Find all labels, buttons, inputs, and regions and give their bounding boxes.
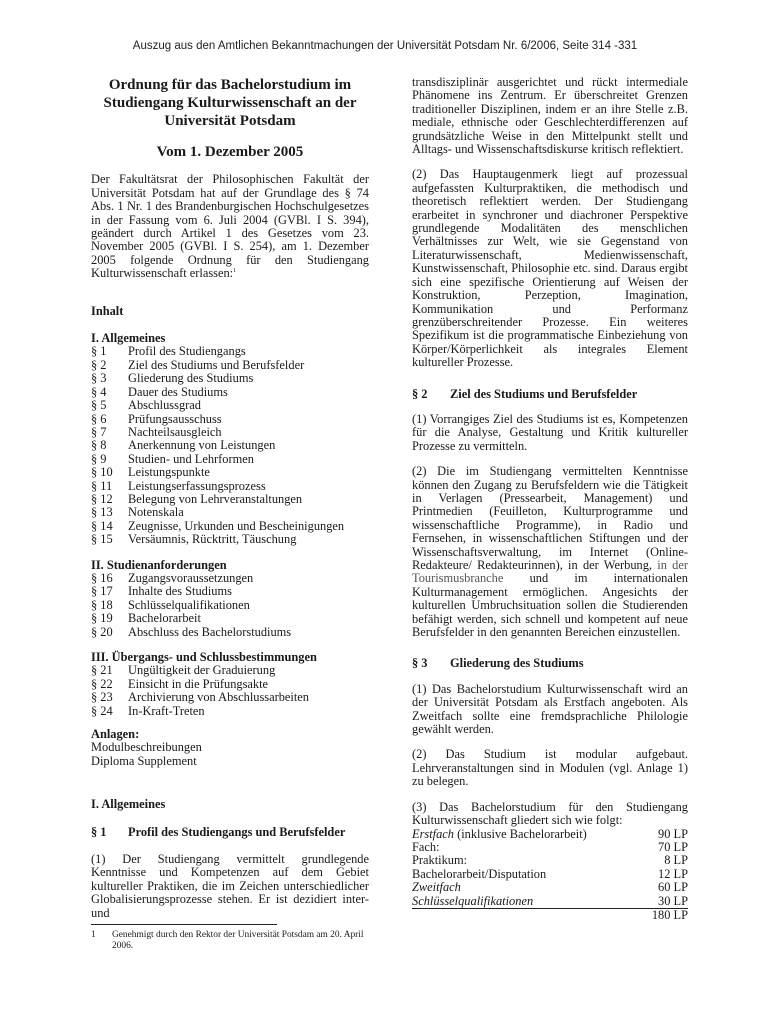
credit-points-label: Erstfach — [412, 826, 454, 841]
paragraph-text: in der Tourismusbranche — [412, 558, 688, 586]
footnote-divider — [91, 924, 277, 925]
toc-entry-title: Gliederung des Studiums — [128, 371, 254, 386]
toc-entry-title: Schlüsselqualifikationen — [128, 597, 250, 612]
document-date: Vom 1. Dezember 2005 — [156, 144, 304, 160]
section-heading — [91, 826, 369, 839]
body-paragraph: (1) Vorrangiges Ziel des Studiums ist es, Kompetenzen für die Analyse, Gestaltung und Kritik kultureller Prozesse zu vermitteln. — [412, 411, 688, 453]
toc-entry-title: Studien- und Lehrformen — [128, 451, 254, 466]
toc-entry-title: Archivierung von Abschlussarbeiten — [128, 690, 310, 705]
toc-entry-number: § 4 — [91, 384, 107, 399]
section-heading — [412, 657, 688, 670]
toc-entry-title: Profil des Studiengangs — [128, 344, 246, 359]
page-header: Auszug aus den Amtlichen Bekanntmachungen der Universität Potsdam Nr. 6/2006, Seite 314 -331 — [132, 40, 638, 52]
toc-entry-number: § 16 — [91, 570, 113, 585]
toc-entry — [91, 345, 369, 358]
toc-entry-number: § 21 — [91, 663, 113, 678]
toc-entry-number: § 24 — [91, 703, 113, 718]
toc-entry — [91, 533, 369, 546]
annex-item: Modulbeschreibungen — [91, 740, 202, 755]
toc-entry-number: § 8 — [91, 438, 107, 453]
credit-points-label: Praktikum: — [412, 853, 468, 868]
toc-entry — [91, 480, 369, 493]
toc-entry-number: § 5 — [91, 398, 107, 413]
toc-entry — [91, 386, 369, 399]
toc-entry-number: § 22 — [91, 676, 113, 691]
section-number: § 2 — [412, 386, 428, 401]
toc-entry — [91, 626, 369, 639]
credit-points-value: 8 LP — [664, 853, 688, 868]
part-heading: I. Allgemeines — [91, 797, 166, 812]
table-of-contents — [91, 332, 369, 718]
footnote-text: Genehmigt durch den Rektor der Universität Potsdam am 20. April 2006. — [112, 930, 364, 952]
footnote — [91, 930, 369, 952]
section-number: § 3 — [412, 656, 428, 671]
section-title: Profil des Studiengangs und Berufsfelder — [128, 824, 346, 839]
toc-entry-number: § 9 — [91, 451, 107, 466]
credit-points-total-row — [412, 909, 688, 922]
credit-points-row — [412, 854, 688, 867]
toc-entry — [91, 399, 369, 412]
toc-entry-number: § 20 — [91, 624, 113, 639]
toc-entry — [91, 599, 369, 612]
toc-entry — [91, 439, 369, 452]
toc-entry-number: § 11 — [91, 478, 113, 493]
credit-points-value: 12 LP — [658, 866, 688, 881]
footnote-reference: 1 — [233, 268, 237, 275]
toc-entry-number: § 10 — [91, 465, 113, 480]
toc-entry-title: Nachteilsausgleich — [128, 424, 222, 439]
body-paragraph: (2) Das Studium ist modular aufgebaut. Lehrveranstaltungen sind in Modulen (vgl. Anlage 1) zu belegen. — [412, 747, 688, 789]
toc-entry-title: Zugangsvoraussetzungen — [128, 570, 254, 585]
toc-entry-number: § 6 — [91, 411, 107, 426]
toc-entry-title: Abschlussgrad — [128, 398, 201, 413]
section-title: Gliederung des Studiums — [450, 656, 584, 671]
body-paragraph — [412, 465, 688, 639]
title-line: Ordnung für das Bachelorstudium im — [108, 77, 352, 93]
paragraph-text: (2) Die im Studiengang vermittelten Kenntnisse können den Zugang zu Berufsfeldern wie die Tätigkeit in Verlagen (Pressearbeit, Management) und Printmedien (Feuilleton, Kulturprogramme und wissenschaftliche Programme), in Radio und Fernsehen, in wissenschaftlichen Stiftungen und der Wissenschaftsverwaltung, im Internet (Online-Redakteure/ Redakteurinnen), in der Werbung, — [412, 464, 688, 572]
toc-entry-title: In-Kraft-Treten — [128, 703, 205, 718]
credit-points-label-cell — [412, 841, 440, 854]
right-column — [412, 76, 688, 922]
toc-group-heading: I. Allgemeines — [91, 331, 166, 346]
body-paragraph: transdisziplinär ausgerichtet und rückt intermediale Phänomene ins Zentrum. Er überschreitet Grenzen traditioneller Disziplinen, indem er an ihre Stelle z.B. mediale, ethnische oder Geschlechterdifferenzen auf grundsätzliche Weise in den Mittelpunkt stellt und Alltags- und Wissenschaftsdiskurse kritisch reflektiert. — [412, 75, 688, 157]
toc-entry-number: § 17 — [91, 584, 113, 599]
toc-entry — [91, 359, 369, 372]
body-paragraph: (2) Das Hauptaugenmerk liegt auf prozessual aufgefassten Kulturpraktiken, die methodisch und theoretisch reflektiert werden. Der Studiengang erarbeitet in synchroner und diachroner Perspektive grundlegende Modalitäten des menschlichen Verhältnisses zur Welt, wie sie Gegenstand von Literaturwissenschaft, Medienwissenschaft, Kunstwissenschaft, Philosophie etc. sind. Daraus ergibt sich eine spezifische Orientierung auf Weisen der Konstruktion, Perzeption, Imagination, Kommunikation und Performanz grenzüberschreitender Prozesse. Ein weiteres Spezifikum ist die programmatische Einbeziehung von Körper/Körperlichkeit als integrales Element kultureller Prozesse. — [412, 167, 688, 370]
credit-points-row — [412, 868, 688, 881]
credit-points-label-cell — [412, 828, 587, 841]
toc-entry — [91, 678, 369, 691]
credit-points-label-cell — [412, 881, 461, 894]
toc-entry-number: § 1 — [91, 344, 107, 359]
toc-entry-title: Dauer des Studiums — [128, 384, 228, 399]
toc-entry — [91, 493, 369, 506]
credit-points-row — [412, 841, 688, 854]
document-title — [91, 76, 369, 130]
toc-group-heading: II. Studienanforderungen — [91, 557, 227, 572]
credit-points-label: Fach: — [412, 839, 440, 854]
toc-entry — [91, 372, 369, 385]
credit-points-row — [412, 881, 688, 894]
credit-points-label-cell — [412, 895, 533, 908]
credit-points-label: Bachelorarbeit/Disputation — [412, 866, 547, 881]
title-line: Studiengang Kulturwissenschaft an der — [103, 95, 357, 111]
toc-entry-number: § 19 — [91, 611, 113, 626]
credit-points-value: 70 LP — [658, 839, 688, 854]
credit-points-total: 180 LP — [651, 907, 688, 922]
toc-entry — [91, 664, 369, 677]
toc-entry-number: § 2 — [91, 357, 107, 372]
credit-points-label-cell — [412, 868, 546, 881]
credit-points-value: 30 LP — [658, 893, 688, 908]
toc-entry — [91, 453, 369, 466]
toc-entry-number: § 14 — [91, 518, 113, 533]
toc-entry-title: Belegung von Lehrveranstaltungen — [128, 491, 303, 506]
section-heading — [412, 388, 688, 401]
body-paragraph: (3) Das Bachelorstudium für den Studiengang Kulturwissenschaft gliedert sich wie folgt: — [412, 799, 688, 828]
body-paragraph: (1) Das Bachelorstudium Kulturwissenschaft wird an der Universität Potsdam als Erstfach angeboten. Als Zweitfach sollte eine fremdsprachliche Philologie gewählt werden. — [412, 681, 688, 737]
body-paragraph: (1) Der Studiengang vermittelt grundlegende Kenntnisse und Kompetenzen auf dem Gebiet kultureller Praktiken, die im Zeichen unterschiedlicher Globalisierungsprozesse stehen. Er ist dezidiert inter- und — [91, 852, 369, 920]
toc-entry-title: Prüfungsausschuss — [128, 411, 222, 426]
toc-group-heading: III. Übergangs- und Schlussbestimmungen — [91, 650, 317, 664]
toc-entry — [91, 585, 369, 598]
toc-entry — [91, 572, 369, 585]
toc-entry — [91, 426, 369, 439]
toc-entry-title: Leistungspunkte — [128, 465, 210, 480]
toc-entry — [91, 466, 369, 479]
toc-entry-title: Bachelorarbeit — [128, 611, 201, 626]
left-column — [91, 76, 369, 952]
intro-paragraph — [91, 173, 369, 280]
credit-points-label: Zweitfach — [412, 880, 461, 895]
toc-entry-title: Inhalte des Studiums — [128, 584, 232, 599]
toc-entry-number: § 12 — [91, 491, 113, 506]
section-number: § 1 — [91, 824, 107, 839]
toc-entry-number: § 7 — [91, 424, 107, 439]
toc-entry-number: § 18 — [91, 597, 113, 612]
toc-entry-title: Leistungserfassungsprozess — [128, 478, 266, 493]
credit-points-value: 90 LP — [658, 826, 688, 841]
toc-entry-number: § 23 — [91, 690, 113, 705]
toc-entry — [91, 520, 369, 533]
annex-heading: Anlagen: — [91, 727, 140, 742]
section-title: Ziel des Studiums und Berufsfelder — [450, 386, 638, 401]
toc-entry-title: Ungültigkeit der Graduierung — [128, 663, 276, 678]
toc-entry — [91, 506, 369, 519]
credit-points-value: 60 LP — [658, 880, 688, 895]
annex-item: Diploma Supplement — [91, 753, 197, 768]
toc-entry-title: Versäumnis, Rücktritt, Täuschung — [128, 532, 297, 547]
toc-heading: Inhalt — [91, 303, 124, 318]
toc-entry-title: Einsicht in die Prüfungsakte — [128, 676, 269, 691]
toc-entry — [91, 705, 369, 718]
credit-points-label-suffix: (inklusive Bachelorarbeit) — [454, 826, 587, 841]
toc-entry-number: § 13 — [91, 505, 113, 520]
credit-points-table — [412, 828, 688, 909]
credit-points-row — [412, 828, 688, 841]
credit-points-label: Schlüsselqualifikationen — [412, 893, 534, 908]
intro-text: Der Fakultätsrat der Philosophischen Fakultät der Universität Potsdam hat auf der Grundlage des § 74 Abs. 1 Nr. 1 des Brandenburgischen Hochschulgesetzes in der Fassung vom 6. Juli 2004 (GVBl. I S. 394), geändert durch Artikel 1 des Gesetzes vom 23. November 2005 (GVBl. I S. 254), am 1. Dezember 2005 folgende Ordnung für den Studiengang Kulturwissenschaft erlassen: — [91, 172, 369, 281]
credit-points-row — [412, 895, 688, 909]
toc-entry-title: Notenskala — [128, 505, 184, 520]
toc-entry-title: Anerkennung von Leistungen — [128, 438, 276, 453]
toc-entry — [91, 413, 369, 426]
toc-entry-number: § 3 — [91, 371, 107, 386]
toc-entry-title: Zeugnisse, Urkunden und Bescheinigungen — [128, 518, 345, 533]
paragraph-text: und im internationalen Kulturmanagement ermöglichen. Angesichts der kulturellen Umbruchsituation sollen die Studierenden befähigt werden, sich schnell und kompetent auf neue Berufsfelder in den genannten Bereichen einzustellen. — [412, 571, 688, 640]
toc-entry-title: Abschluss des Bachelorstudiums — [128, 624, 292, 639]
footnote-mark: 1 — [91, 930, 96, 941]
title-line: Universität Potsdam — [164, 113, 296, 129]
toc-entry-title: Ziel des Studiums und Berufsfelder — [128, 357, 305, 372]
toc-entry — [91, 691, 369, 704]
credit-points-label-cell — [412, 854, 467, 867]
toc-entry — [91, 612, 369, 625]
toc-entry-number: § 15 — [91, 532, 113, 547]
